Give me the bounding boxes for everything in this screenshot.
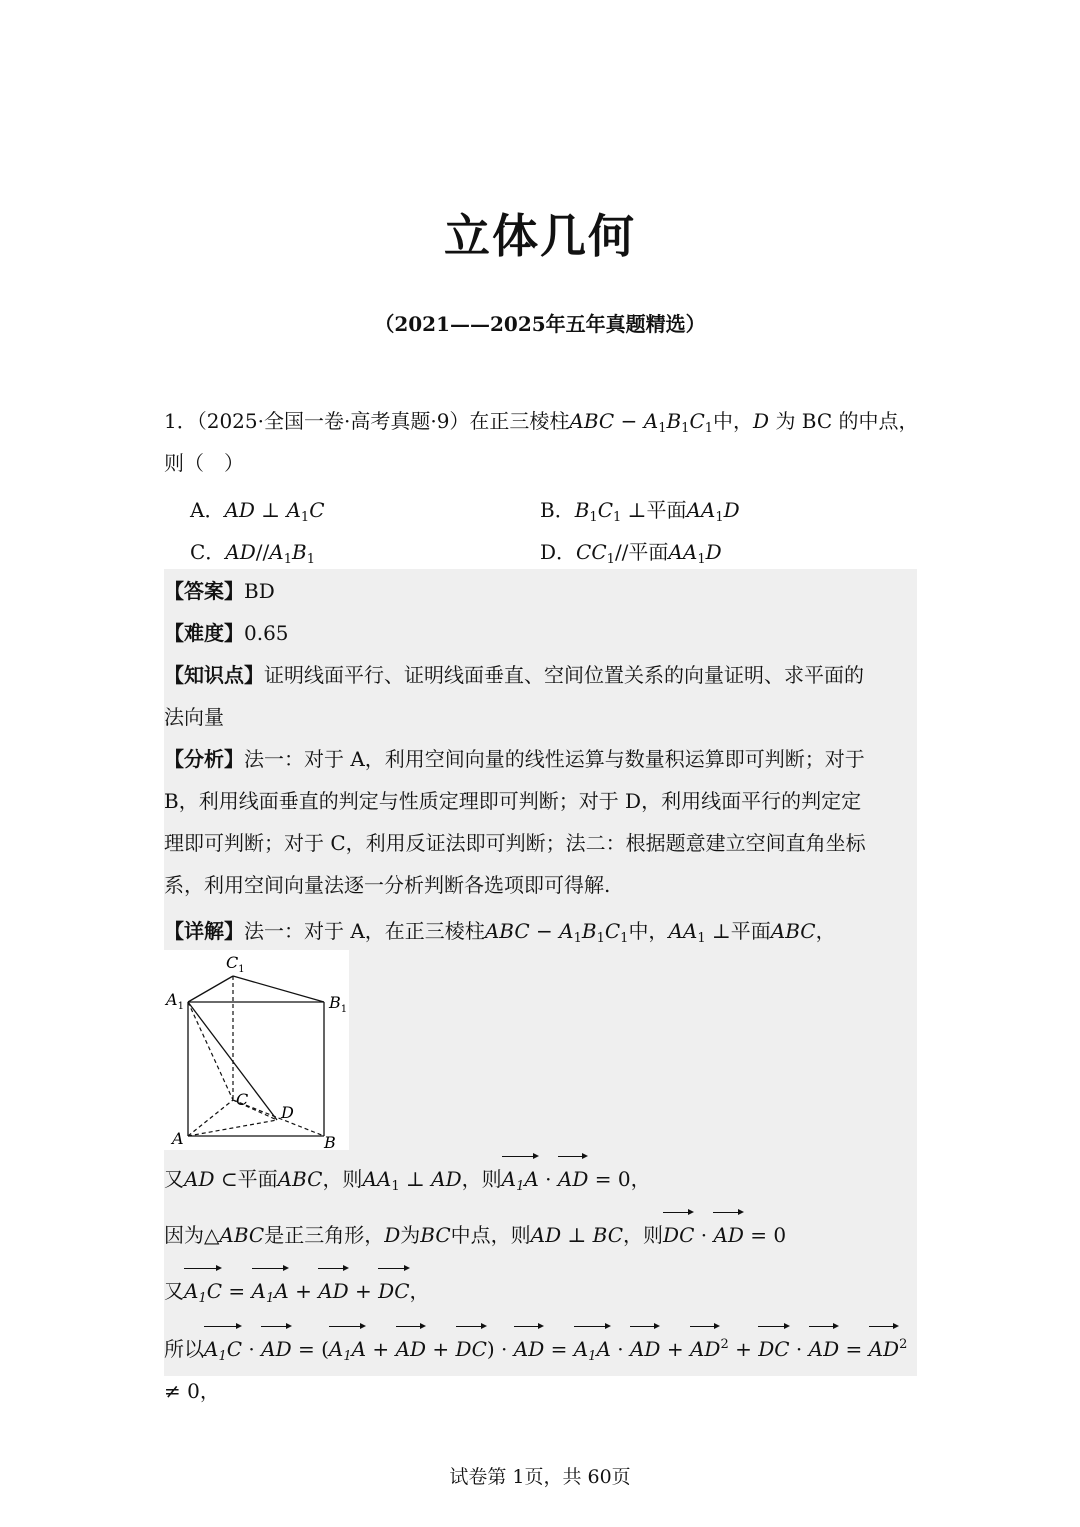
- option-d: D．$CC_1//$平面$AA_1D$: [540, 540, 722, 567]
- knowledge-line-1: 【知识点】证明线面平行、证明线面垂直、空间位置关系的向量证明、求平面的: [164, 663, 864, 687]
- option-a: A．AD ⊥ $A_1C$: [190, 498, 325, 525]
- option-b: B．$B_1C_1$ ⊥平面$AA_1D$: [540, 498, 740, 525]
- option-c: C．$AD//A_1B_1$: [190, 540, 315, 567]
- difficulty-line: 【难度】0.65: [164, 621, 289, 645]
- detail-line-5: 所以$A_1C$ · AD = ($A_1A$ + AD + DC) · AD = $A_1A$ · AD + $AD^2$ + DC · AD = $AD^2 \ne 0$，: [164, 1328, 919, 1412]
- analysis-line-3: 理即可判断；对于 C，利用反证法即可判断；法二：根据题意建立空间直角坐标: [164, 831, 866, 855]
- label-c: C: [236, 1090, 249, 1109]
- question-line-2: 则（ ）: [164, 451, 244, 475]
- answer-value: BD: [244, 579, 275, 603]
- label-c1: $C_1$: [226, 953, 245, 975]
- difficulty-value: 0.65: [244, 621, 289, 645]
- question-mid: 中，: [713, 409, 754, 433]
- page-footer: 试卷第 1页，共 60页: [449, 1466, 631, 1488]
- detail-line-1: 【详解】法一：对于 A，在正三棱柱ABC − $A_1B_1C_1$中，$AA_1$ ⊥平面ABC，: [164, 919, 836, 946]
- page-title: 立体几何: [444, 209, 636, 263]
- question-line-1: 1．（2025·全国一卷·高考真题·9）在正三棱柱ABC − $A_1B_1C_1$中，D 为 BC 的中点，: [164, 409, 919, 436]
- label-a1: $A_1$: [166, 990, 184, 1012]
- analysis-line-4: 系，利用空间向量法逐一分析判断各选项即可得解.: [164, 873, 611, 897]
- analysis-line-1: 【分析】法一：对于 A，利用空间向量的线性运算与数量积运算即可判断；对于: [164, 747, 865, 771]
- analysis-line-2: B，利用线面垂直的判定与性质定理即可判断；对于 D，利用线面平行的判定定: [164, 789, 862, 813]
- question-end: 为 BC 的中点，: [775, 409, 919, 433]
- question-source: 1．（2025·全国一卷·高考真题·9）在正三棱柱: [164, 409, 570, 433]
- detail-line-2: 又AD ⊂平面ABC，则$AA_1$ ⊥ AD，则$A_1A$ · AD = 0，: [164, 1158, 919, 1200]
- page-subtitle: （2021——2025年五年真题精选）: [374, 312, 706, 336]
- knowledge-line-2: 法向量: [164, 705, 224, 729]
- answer-line: 【答案】BD: [164, 579, 275, 603]
- label-a: A: [172, 1129, 184, 1148]
- label-b: B: [324, 1133, 336, 1150]
- prism-figure: [164, 950, 349, 1150]
- label-b1: $B_1$: [329, 993, 348, 1015]
- detail-line-3: 因为△ABC是正三角形，D为BC中点，则AD ⊥ BC，则DC · AD = 0: [164, 1214, 919, 1256]
- label-d: D: [281, 1103, 294, 1122]
- detail-line-4: 又$A_1C = A_1A$ + AD + DC，: [164, 1270, 919, 1312]
